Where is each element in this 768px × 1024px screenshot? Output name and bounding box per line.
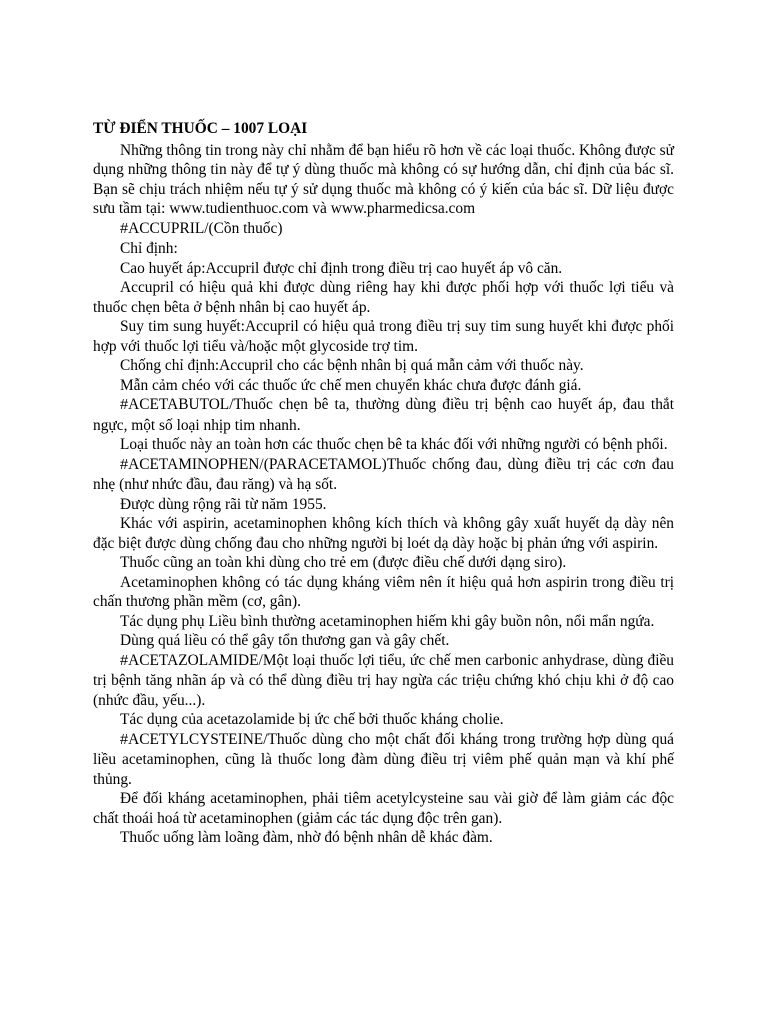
paragraph [93,789,674,828]
paragraph-text: Để đối kháng acetaminophen, phải tiêm acetylcysteine sau vài giờ để làm giảm các độc chất thoái hoá từ acetaminophen (giảm các tác dụng độc trên gan). [93,790,674,827]
paragraph-text: ACETYLCYSTEINE/Thuốc dùng cho một chất đối kháng trong trường hợp dùng quá liều acetaminophen, cũng là thuốc long đàm dùng điều trị viêm phế quản mạn và khí phế thủng. [93,730,674,788]
entry-hash-marker: # [120,731,129,748]
paragraph-text: Suy tim sung huyết:Accupril có hiệu quả trong điều trị suy tim sung huyết khi được phối hợp với thuốc lợi tiểu và/hoặc một glycoside trợ tim. [93,318,674,355]
paragraph-text: Được dùng rộng rãi từ năm 1955. [120,495,327,513]
paragraph-text: Khác với aspirin, acetaminophen không kích thích và không gây xuất huyết dạ dày nên đặc biệt được dùng chống đau cho những người bị loét dạ dày hoặc bị phản ứng với aspirin. [93,515,674,552]
paragraph-text: Loại thuốc này an toàn hơn các thuốc chẹn bê ta khác đối với những người có bệnh phổi. [120,436,668,453]
paragraph-text: Tác dụng của acetazolamide bị ức chế bởi thuốc kháng cholie. [120,711,504,728]
paragraph-text: ACCUPRIL/(Cồn thuốc) [128,219,283,237]
drug-entry-paragraph [93,395,674,435]
paragraph-text: Dùng quá liều có thể gây tổn thương gan và gây chết. [120,632,450,649]
drug-entry-paragraph [93,219,674,240]
paragraph [93,631,674,651]
paragraph [93,828,674,848]
paragraph [93,514,674,553]
drug-entry-paragraph [93,455,674,495]
paragraph-text: ACETABUTOL/Thuốc chẹn bê ta, thường dùng điều trị bệnh cao huyết áp, đau thắt ngực, một số loại nhịp tim nhanh. [93,396,674,434]
paragraph [93,239,674,259]
drug-entry-paragraph [93,730,674,790]
entry-hash-marker: # [120,456,129,473]
paragraph [93,573,674,612]
entry-hash-marker: # [120,220,129,237]
paragraph-text: Accupril có hiệu quả khi được dùng riêng hay khi được phối hợp với thuốc lợi tiểu và thuốc chẹn bêta ở bệnh nhân bị cao huyết áp. [93,279,674,316]
paragraph-text: ACETAZOLAMIDE/Một loại thuốc lợi tiểu, ức chế men carbonic anhydrase, dùng điều trị bệnh tăng nhãn áp và có thể dùng điều trị hay ngừa các triệu chứng khó chịu khi ở độ cao (nhức đầu, yếu...). [93,651,674,709]
document-body [93,141,674,848]
paragraph [93,553,674,573]
paragraph-text: Chống chỉ định:Accupril cho các bệnh nhân bị quá mẫn cảm với thuốc này. [120,357,584,374]
paragraph-text: Thuốc uống làm loãng đàm, nhờ đó bệnh nhân dễ khác đàm. [120,829,493,846]
entry-hash-marker: # [120,652,129,669]
paragraph [93,435,674,455]
document-title: TỪ ĐIỂN THUỐC – 1007 LOẠI [93,120,308,137]
paragraph-text: Thuốc cũng an toàn khi dùng cho trẻ em (được điều chế dưới dạng siro). [120,554,567,571]
paragraph [93,612,674,632]
paragraph-text: Mẫn cảm chéo với các thuốc ức chế men chuyển khác chưa được đánh giá. [120,376,582,394]
paragraph-text: Chỉ định: [120,240,178,257]
paragraph [93,141,674,219]
paragraph [93,278,674,317]
paragraph-text: Những thông tin trong này chỉ nhằm để bạn hiểu rõ hơn về các loại thuốc. Không được sử dụng những thông tin này để tự ý dùng thuốc mà không có sự hướng dẫn, chỉ định của bác sĩ. Bạn sẽ chịu trách nhiệm nếu tự ý sử dụng thuốc mà không có ý kiến của bác sĩ. Dữ liệu được sưu tầm tại: www.tudienthuoc.com và www.pharmedicsa.com [93,141,674,217]
paragraph [93,356,674,376]
paragraph [93,710,674,730]
paragraph [93,259,674,279]
paragraph-text: Tác dụng phụ Liều bình thường acetaminophen hiếm khi gây buồn nôn, nổi mẩn ngứa. [120,612,655,630]
paragraph [93,376,674,396]
paragraph [93,495,674,515]
paragraph-text: ACETAMINOPHEN/(PARACETAMOL)Thuốc chống đau, dùng điều trị các cơn đau nhẹ (như nhức đầu, đau răng) và hạ sốt. [93,455,674,493]
paragraph [93,317,674,356]
entry-hash-marker: # [120,397,129,413]
paragraph-text: Acetaminophen không có tác dụng kháng viêm nên ít hiệu quả hơn aspirin trong điều trị chấn thương phần mềm (cơ, gân). [93,573,674,610]
paragraph-text: Cao huyết áp:Accupril được chỉ định trong điều trị cao huyết áp vô căn. [120,259,563,277]
document-page [93,119,674,848]
drug-entry-paragraph [93,651,674,711]
